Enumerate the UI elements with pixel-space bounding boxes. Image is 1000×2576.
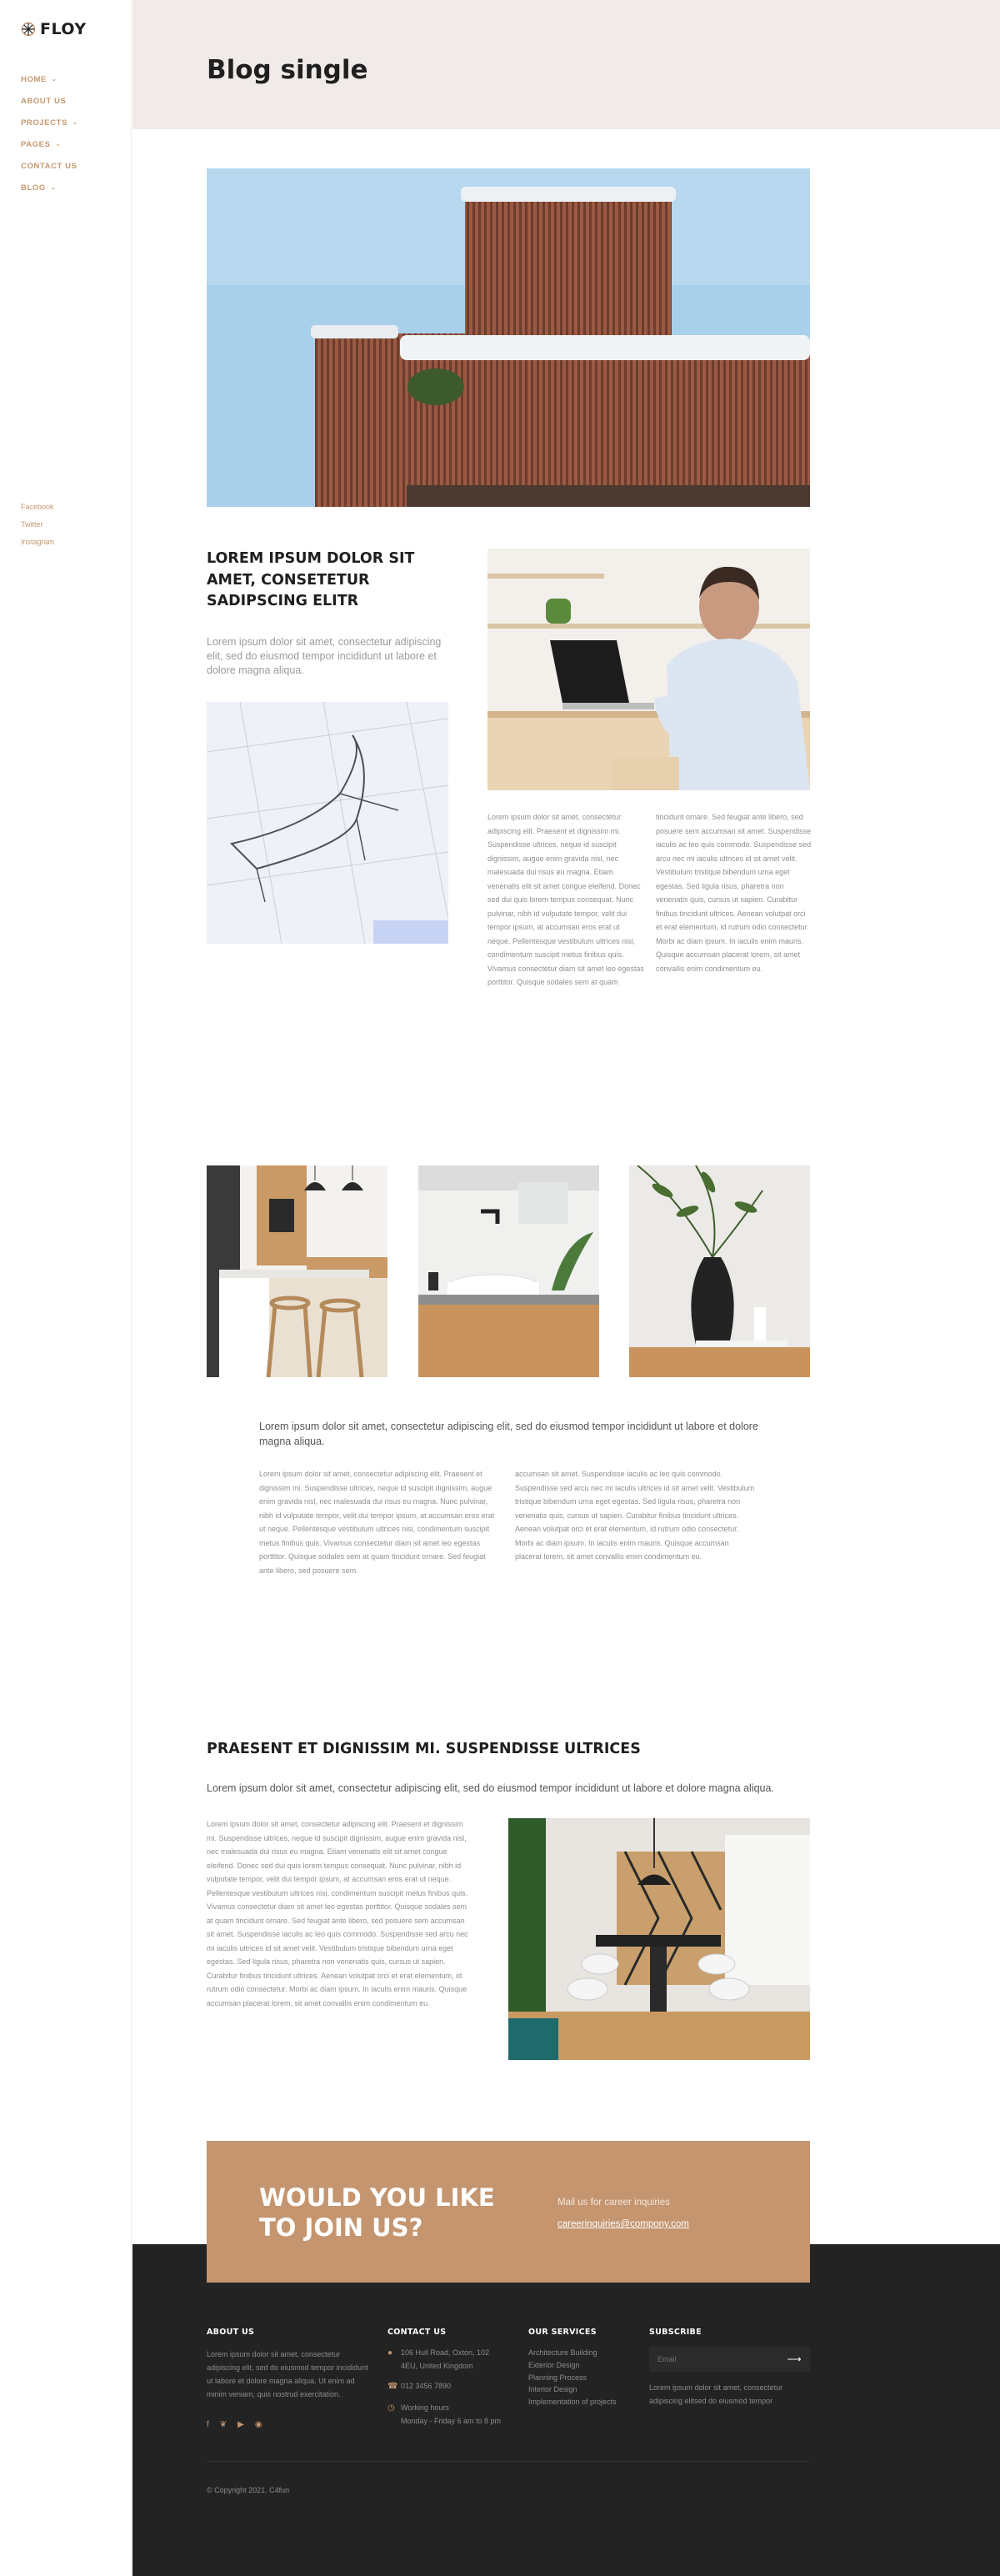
logo-text: FLOY bbox=[40, 20, 87, 38]
youtube-icon[interactable]: ▶ bbox=[238, 2420, 244, 2429]
page-header bbox=[132, 0, 1000, 129]
nav-item-projects[interactable] bbox=[21, 112, 78, 133]
service-link[interactable]: Implementation of projects bbox=[528, 2398, 617, 2407]
logo-icon bbox=[21, 22, 36, 37]
service-link[interactable]: Interior Design bbox=[528, 2385, 578, 2394]
join-us-banner bbox=[207, 2141, 810, 2283]
footer bbox=[132, 2244, 1000, 2576]
twitter-icon[interactable]: ❦ bbox=[219, 2420, 228, 2429]
main-nav bbox=[21, 68, 78, 198]
facebook-icon[interactable]: f bbox=[207, 2420, 209, 2429]
nav-label: CONTACT US bbox=[21, 161, 78, 171]
social-links bbox=[21, 503, 54, 555]
section3-body: Lorem ipsum dolor sit amet, consectetur adipiscing elit. Praesent et dignissim mi. Suspendisse ultrices, neque id suscipit dignissim, augue enim gravida nisl, nec malesuada dui risus eu magna. Etiam venenatis elit sit amet congue eleifend. Donec sed dui quis lorem tempus consequat. Nunc pulvinar, nibh id vulputate tempor, velit dui tempor ipsum, at accumsan eros erat ut neque. Pellentesque vestibulum ultrices nisi, condimentum suscipit metus finibus quis. Vivamus consectetur diam sit amet leo egestas porttitor. Quisque sodales sem at quam tincidunt ornare. Sed feugiat ante libero, sed posuere sem accumsan sit amet. Suspendisse iaculis ac leo quis commodo. Suspendisse sed arcu nec mi iaculis ultrices id sit amet velit. Vestibulum tristique bibendum urna eget egestas. Sed ligula risus, pharetra non venenatis quis, cursus ut sapien. Curabitur finibus tincidunt ultrices. Aenean volutpat orci et erat elementum, id rutrum odio consectetur. Morbi ac diam ipsum. In iaculis enim mauris. Quisque accumsan placerat lorem, sit amet convallis enim condimentum eu. bbox=[207, 1820, 468, 2007]
instagram-icon[interactable]: ◉ bbox=[254, 2420, 262, 2429]
clock-icon: ◷ bbox=[388, 2403, 395, 2413]
logo[interactable] bbox=[21, 20, 87, 38]
footer-address: 106 Hull Road, Oxton, 102 4EU, United Kingdom bbox=[401, 2348, 490, 2370]
section1-col2: tincidunt ornare. Sed feugiat ante libero, sed posuere sem accumsan sit amet. Suspendisse iaculis ac leo quis commodo. Suspendisse sed arcu nec mi iaculis ultrices id sit amet velit. Vestibulum tristique bibendum urna eget egestas. Sed ligula risus, pharetra non venenatis quis, cursus ut sapien. Curabitur finibus tincidunt ultrices. Aenean volutpat orci et erat elementum, id rutrum odio consectetur. Morbi ac diam ipsum. In iaculis enim mauris. Quisque accumsan placerat lorem, sit amet convallis enim condimentum eu. bbox=[656, 813, 812, 973]
sketch-image bbox=[207, 702, 448, 944]
footer-divider bbox=[207, 2461, 810, 2462]
nav-item-home[interactable] bbox=[21, 68, 78, 90]
man-laptop-image bbox=[488, 549, 810, 790]
nav-item-contact[interactable] bbox=[21, 155, 78, 177]
nav-label: BLOG bbox=[21, 183, 46, 193]
footer-services-heading: OUR SERVICES bbox=[528, 2328, 597, 2337]
vase-plant-image bbox=[629, 1165, 810, 1377]
featured-image bbox=[207, 168, 810, 507]
nav-label: PROJECTS bbox=[21, 118, 68, 128]
service-link[interactable]: Architecture Building bbox=[528, 2348, 598, 2357]
section1-heading: LOREM IPSUM DOLOR SIT AMET, CONSETETUR SADIPSCING ELITR bbox=[207, 550, 415, 609]
location-icon: ● bbox=[388, 2348, 393, 2358]
section2-lead: Lorem ipsum dolor sit amet, consectetur adipiscing elit, sed do eiusmod tempor incididunt ut labore et dolore magna aliqua. bbox=[259, 1421, 758, 1447]
kitchen-image bbox=[207, 1165, 388, 1377]
social-link-twitter[interactable]: Twitter bbox=[21, 520, 43, 529]
section2-col1: Lorem ipsum dolor sit amet, consectetur adipiscing elit. Praesent et dignissim mi. Suspendisse ultrices, neque id suscipit dignissim, augue enim gravida nisl, nec malesuada dui risus eu magna. Nunc pulvinar, nibh id vulputate tempor, velit dui tempor ipsum, at accumsan eros erat ut neque. Pellentesque vestibulum ultrices nisi, condimentum suscipit metus finibus quis. Vivamus consectetur diam sit amet leo egestas porttitor. Quisque sodales sem at quam tincidunt ornare. Sed feugiat ante libero, sed posuere sem. bbox=[259, 1470, 495, 1575]
footer-subscribe-text: Lorem ipsum dolor sit amet, consectetur adipiscing elitsed do eiusmod tempor bbox=[649, 2383, 783, 2405]
section3-lead: Lorem ipsum dolor sit amet, consectetur adipiscing elit, sed do eiusmod tempor incididunt ut labore et dolore magna aliqua. bbox=[207, 1782, 774, 1794]
service-link[interactable]: Exterior Design bbox=[528, 2360, 580, 2369]
nav-item-blog[interactable] bbox=[21, 177, 78, 198]
chevron-down-icon: ⌄ bbox=[51, 77, 58, 83]
chevron-down-icon: ⌄ bbox=[55, 142, 62, 148]
nav-label: HOME bbox=[21, 74, 47, 84]
subscribe-arrow-button[interactable]: ⟶ bbox=[787, 2353, 802, 2365]
sidebar bbox=[0, 0, 132, 2576]
cta-title: WOULD YOU LIKE TO JOIN US? bbox=[259, 2183, 495, 2242]
copyright: © Copyright 2021. C4fun bbox=[207, 2486, 290, 2494]
phone-icon: ☎ bbox=[388, 2382, 398, 2391]
footer-social-icons bbox=[207, 2420, 262, 2429]
dining-room-image bbox=[508, 1818, 810, 2060]
nav-item-pages[interactable] bbox=[21, 133, 78, 155]
nav-item-about[interactable] bbox=[21, 90, 78, 112]
footer-contact-heading: CONTACT US bbox=[388, 2328, 447, 2337]
cta-mail-label: Mail us for career inquiries bbox=[558, 2198, 670, 2208]
nav-label: ABOUT US bbox=[21, 96, 67, 106]
footer-subscribe-heading: SUBSCRIBE bbox=[649, 2328, 702, 2337]
footer-hours: Monday - Friday 6 am to 8 pm bbox=[401, 2417, 502, 2425]
cta-email-link[interactable]: careerinquiries@compony.com bbox=[558, 2219, 689, 2229]
service-link[interactable]: Planning Process bbox=[528, 2373, 588, 2382]
footer-about-text: Lorem ipsum dolor sit amet, consectetur adipiscing elit, sed do eiusmod tempor incididunt ut labore et dolore magna aliqua. Ut enim ad minim veniam, quis nostrud exercitation. bbox=[207, 2350, 368, 2398]
nav-label: PAGES bbox=[21, 139, 51, 149]
page-title: Blog single bbox=[207, 55, 368, 85]
chevron-down-icon: ⌄ bbox=[50, 185, 57, 191]
section3-heading: PRAESENT ET DIGNISSIM MI. SUSPENDISSE ULTRICES bbox=[207, 1741, 641, 1757]
chevron-down-icon: ⌄ bbox=[72, 120, 78, 126]
footer-phone: 012 3456 7890 bbox=[401, 2382, 452, 2390]
footer-hours-label: Working hours bbox=[401, 2403, 449, 2412]
section2-col2: accumsan sit amet. Suspendisse iaculis ac leo quis commodo. Suspendisse sed arcu nec mi iaculis ultrices id sit amet velit. Vestibulum tristique bibendum urna eget egestas. Sed ligula risus, pharetra non venenatis quis, cursus ut sapien. Curabitur finibus tincidunt ultrices. Aenean volutpat orci et erat elementum, id rutrum odio consectetur. Morbi ac diam ipsum. In iaculis enim mauris. Quisque accumsan placerat lorem, sit amet convallis enim condimentum eu. bbox=[515, 1470, 755, 1561]
section1-lead: Lorem ipsum dolor sit amet, consectetur adipiscing elit, sed do eiusmod tempor incididunt ut labore et dolore magna aliqua. bbox=[207, 636, 442, 676]
footer-about-heading: ABOUT US bbox=[207, 2328, 255, 2337]
social-link-facebook[interactable]: Facebook bbox=[21, 503, 54, 511]
bathroom-sink-image bbox=[418, 1165, 599, 1377]
social-link-instagram[interactable]: Instagram bbox=[21, 538, 55, 546]
section1-col1: Lorem ipsum dolor sit amet, consectetur adipiscing elit. Praesent et dignissim mi. Suspendisse ultrices, neque id suscipit dignissim, augue enim gravida nisl, nec malesuada dui risus eu magna. Etiam venenatis elit sit amet congue eleifend. Donec sed dui quis lorem tempus consequat. Nunc pulvinar, nibh id vulputate tempor, velit dui tempor ipsum, at accumsan eros erat ut neque. Pellentesque vestibulum ultrices nisi, condimentum suscipit metus finibus quis. Vivamus consectetur diam sit amet leo egestas porttitor. Quisque sodales sem at quam bbox=[488, 813, 644, 986]
footer-services-list bbox=[528, 2347, 617, 2408]
